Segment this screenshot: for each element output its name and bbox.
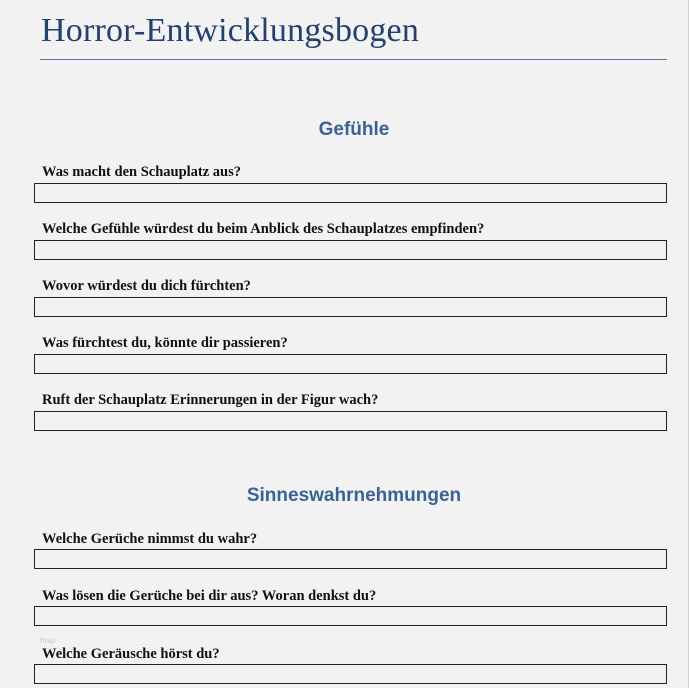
document-title: Horror-Entwicklungsbogen	[41, 12, 420, 49]
section-heading-sinneswahrnehmungen: Sinneswahrnehmungen	[246, 485, 462, 506]
answer-field[interactable]	[34, 354, 667, 374]
answer-field[interactable]	[34, 240, 667, 260]
question-label: Welche Geräusche hörst du?	[42, 646, 220, 662]
answer-field[interactable]	[34, 606, 667, 626]
question-label: Was macht den Schauplatz aus?	[42, 164, 242, 180]
watermark-text: hrsp	[40, 636, 56, 645]
question-label: Ruft der Schauplatz Erinnerungen in der Figur wach?	[42, 392, 379, 408]
question-label: Welche Gerüche nimmst du wahr?	[42, 531, 258, 547]
question-label: Wovor würdest du dich fürchten?	[42, 278, 251, 294]
section-heading-gefuehle: Gefühle	[318, 119, 390, 140]
answer-field[interactable]	[34, 549, 667, 569]
answer-field[interactable]	[34, 664, 667, 684]
answer-field[interactable]	[34, 411, 667, 431]
question-label: Welche Gefühle würdest du beim Anblick des Schauplatzes empfinden?	[42, 221, 485, 237]
answer-field[interactable]	[34, 297, 667, 317]
answer-field[interactable]	[34, 183, 667, 203]
question-label: Was fürchtest du, könnte dir passieren?	[42, 335, 288, 351]
question-label: Was lösen die Gerüche bei dir aus? Woran denkst du?	[42, 588, 377, 604]
title-divider	[40, 59, 667, 60]
